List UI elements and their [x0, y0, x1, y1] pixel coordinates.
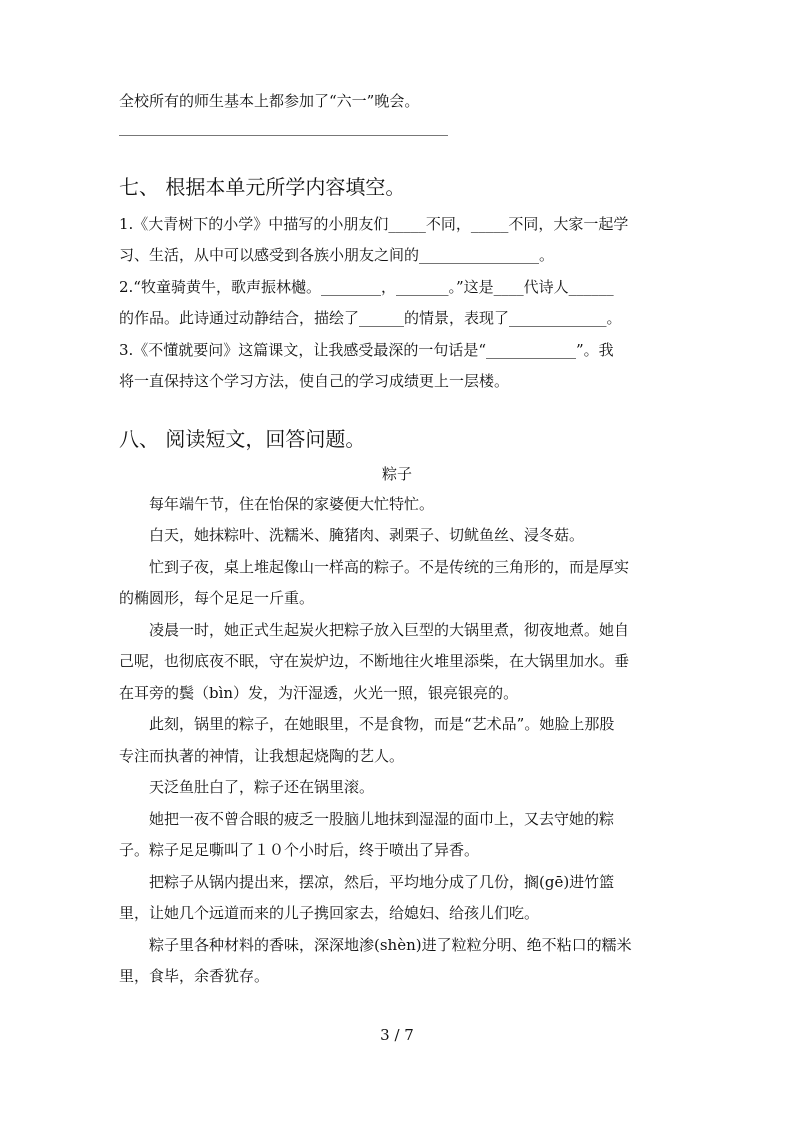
passage-line: 每年端午节，住在怡保的家婆便大忙特忙。	[149, 495, 435, 513]
passage-line: 把粽子从锅内提出来，摆凉，然后，平均地分成了几份，搁(gē)进竹篮	[149, 873, 615, 891]
top-sentence: 全校所有的师生基本上都参加了“六一”晚会。	[119, 92, 420, 110]
passage-line: 此刻，锅里的粽子，在她眼里，不是食物，而是“艺术品”。她脸上那股	[149, 715, 615, 733]
passage-line: 的椭圆形，每个足足一斤重。	[119, 589, 315, 607]
passage-line: 里，食毕，余香犹存。	[119, 967, 270, 985]
section-7-line: 1.《大青树下的小学》中描写的小朋友们_____不同，_____不同，大家一起学	[119, 215, 629, 233]
section-7-line: 习、生活，从中可以感受到各族小朋友之间的________________。	[119, 246, 555, 264]
section-7-heading: 七、 根据本单元所学内容填空。	[119, 175, 406, 199]
section-7-line: 的作品。此诗通过动静结合，描绘了______的情景，表现了_____________。	[119, 309, 622, 327]
passage-line: 子。粽子足足嘶叫了１０个小时后，终于喷出了异香。	[119, 841, 480, 859]
passage-line: 里，让她几个远道而来的儿子携回家去，给媳妇、给孩儿们吃。	[119, 904, 540, 922]
section-8-heading: 八、 阅读短文，回答问题。	[119, 427, 366, 451]
passage-line: 粽子里各种材料的香味，深深地渗(shèn)进了粒粒分明、绝不粘口的糯米	[149, 936, 632, 954]
passage-line: 她把一夜不曾合眼的疲乏一股脑儿地抹到湿湿的面巾上，又去守她的粽	[149, 810, 615, 828]
section-7-line: 将一直保持这个学习方法，使自己的学习成绩更上一层楼。	[119, 372, 510, 390]
passage-line: 凌晨一时，她正式生起炭火把粽子放入巨型的大锅里煮，彻夜地煮。她自	[149, 621, 630, 639]
passage-line: 白天，她抹粽叶、洗糯米、腌猪肉、剥栗子、切鱿鱼丝、浸冬菇。	[149, 526, 585, 544]
answer-line	[119, 135, 448, 136]
passage-title: 粽子	[381, 465, 412, 483]
section-7-line: 2.“牧童骑黄牛，歌声振林樾。________，_______。”这是____代诗人______	[119, 278, 614, 296]
passage-line: 天泛鱼肚白了，粽子还在锅里滚。	[149, 778, 375, 796]
passage-line: 专注而执著的神情，让我想起烧陶的艺人。	[119, 747, 405, 765]
passage-line: 忙到子夜，桌上堆起像山一样高的粽子。不是传统的三角形的，而是厚实	[149, 558, 630, 576]
section-7-line: 3.《不懂就要问》这篇课文，让我感受最深的一句话是“____________”。我	[119, 341, 614, 359]
passage-line: 在耳旁的鬓（bìn）发，为汗湿透，火光一照，银亮银亮的。	[119, 684, 519, 702]
passage-line: 己呢，也彻底夜不眠，守在炭炉边，不断地往火堆里添柴，在大锅里加水。垂	[119, 652, 630, 670]
page-number: 3 / 7	[380, 1026, 414, 1044]
